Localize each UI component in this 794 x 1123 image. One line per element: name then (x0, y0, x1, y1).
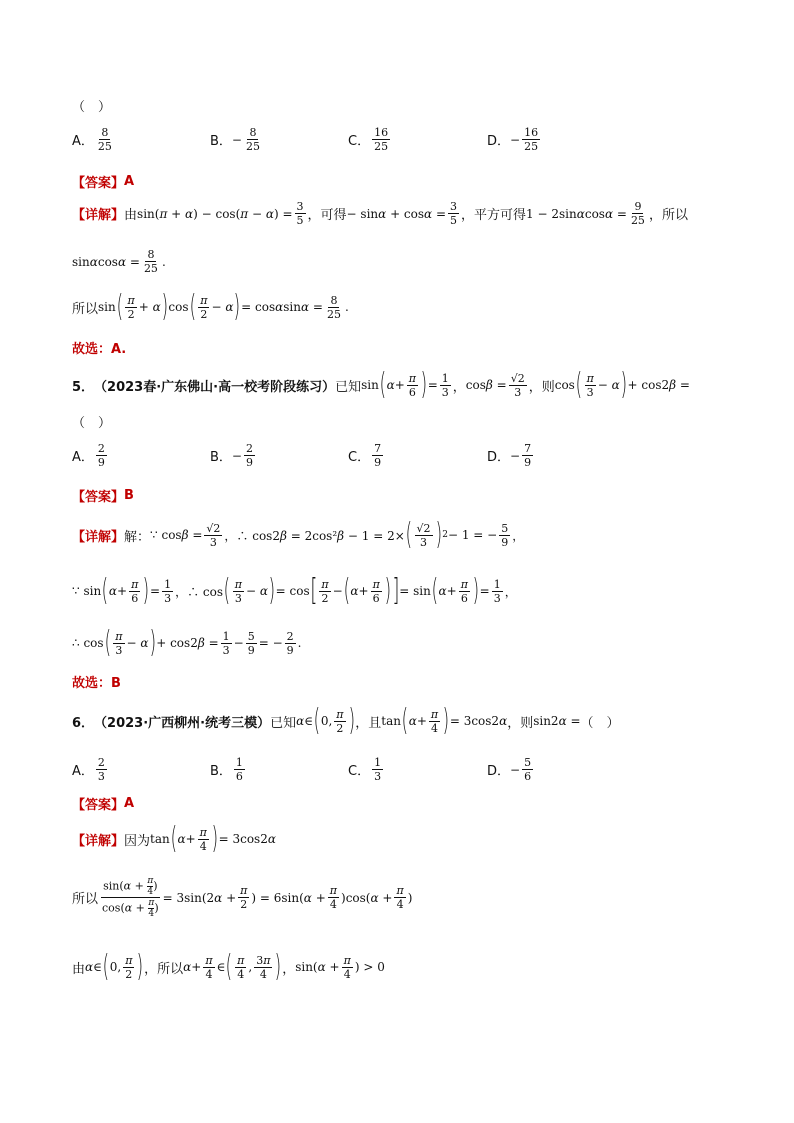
option-label: D． (487, 134, 511, 149)
q6-detail-line-3: 由 α ∈ ( 0, π 2 ) ，所以 α + $\frac{\pi}{4}$ ∈ ( π 4 , 3π 4 ) ， sin(α + $\frac{\pi}{4}$ ) > 0 (72, 949, 385, 984)
option-label: C． (348, 134, 371, 149)
answer-tag: 【答案】 (72, 490, 125, 505)
fraction: $\frac{\pi}{6}$ (131, 577, 139, 605)
detail-tag: 【详解】 (72, 833, 125, 849)
q4-option-b (210, 126, 264, 153)
q5-option-a (72, 442, 109, 469)
numerator: 1 (374, 756, 382, 769)
numerator: 1 (235, 756, 243, 769)
option-label: B． (210, 450, 232, 465)
q5-option-b (210, 442, 257, 469)
fraction (96, 442, 107, 469)
denominator: 25 (245, 140, 260, 153)
stem-text: ，则 (507, 715, 534, 731)
fraction: $\frac{\pi}{4}$ (199, 825, 207, 853)
question-source: （2023春·广东佛山·高一校考阶段练习） (94, 379, 336, 395)
numerator: 2 (97, 442, 105, 455)
q4-option-c (348, 126, 392, 153)
math-expr: sin(π + α) − cos(π − α) = (137, 206, 293, 221)
stem-text: ，且 (355, 715, 382, 731)
fraction (234, 756, 245, 783)
fraction: $\frac{8}{25}$ (143, 248, 158, 275)
fraction: 3π 4 (256, 953, 271, 981)
answer-tag: 【答案】 (72, 798, 125, 813)
q5-answer (72, 486, 134, 505)
q6-option-a (72, 756, 109, 783)
fraction: $\frac{9}{25}$ (630, 200, 645, 227)
fraction: $\frac{\pi}{4}$ (343, 953, 351, 981)
q4-detail-line-3: 所以 sin ( π 2 + α ) cos ( π 2 − α ) = cosαsinα = $\frac{8}{25}$ . (72, 289, 349, 324)
numerator: 7 (524, 442, 532, 455)
option-label: A． (72, 764, 94, 779)
q4-option-a (72, 126, 116, 153)
sign: − (231, 132, 242, 147)
detail-text: ，平方可得 (461, 208, 527, 223)
numerator: 5 (524, 756, 532, 769)
q4-detail-line-1 (72, 200, 688, 227)
q6-option-c (348, 756, 385, 783)
numerator: 8 (101, 126, 109, 139)
numerator: 16 (374, 126, 389, 139)
question-source: （2023·广西柳州·统考三模） (94, 715, 271, 731)
q4-option-d (487, 126, 542, 153)
fraction (372, 126, 390, 153)
detail-text: ，所以 (648, 208, 688, 223)
fraction: $\frac{\pi}{4}$ (430, 707, 439, 735)
q5-conclusion (72, 672, 121, 691)
denominator: 25 (374, 140, 389, 153)
fraction: $\frac{\pi}{4}$ (205, 953, 213, 981)
fraction: $\frac{\pi}{4}$ (396, 884, 404, 911)
denominator: 6 (235, 770, 243, 783)
fraction: $\frac{√2}{3}$ (206, 521, 221, 549)
denominator: 9 (245, 456, 253, 469)
fraction: π 2 (336, 707, 344, 735)
option-label: A． (72, 134, 94, 149)
detail-tag: 【详解】 (72, 208, 125, 223)
detail-text: 所以 (72, 892, 99, 907)
sign: − (510, 132, 521, 147)
fraction: $\frac{3}{5}$ (296, 200, 304, 227)
sign: − (231, 448, 242, 463)
fraction: $\frac{1}{3}$ (164, 577, 172, 605)
option-label: C． (348, 764, 371, 779)
math-expr: sinαcosα = (72, 254, 140, 269)
denominator: 9 (524, 456, 532, 469)
answer-tag: 【答案】 (72, 176, 125, 191)
stem-text: 已知 (270, 715, 297, 731)
question-number: 5． (72, 379, 95, 395)
denominator: 6 (524, 770, 532, 783)
q4-answer (72, 172, 134, 191)
q6-answer (72, 794, 134, 813)
fraction: $\frac{\pi}{6}$ (372, 577, 380, 605)
numerator: 8 (249, 126, 257, 139)
fraction: $\frac{\pi}{2}$ (240, 884, 248, 911)
q4-paren (72, 96, 111, 115)
fraction: $\frac{\pi}{6}$ (460, 577, 468, 605)
detail-text: ， (282, 961, 296, 977)
detail-text: 所以 (72, 301, 99, 317)
conclusion-text: 故选：B (72, 676, 121, 691)
fraction: $\frac{\pi}{6}$ (408, 371, 416, 399)
fraction: $\frac{1}{3}$ (441, 371, 449, 399)
option-label: D． (487, 764, 511, 779)
q6-detail-line-1: 【详解】 因为 tan ( α + $\frac{\pi}{4}$ ) = 3cos2α (72, 821, 276, 856)
denominator: 9 (374, 456, 382, 469)
paren-text: （ ） (72, 100, 112, 115)
numerator: 2 (97, 756, 105, 769)
q5-option-c (348, 442, 385, 469)
fraction: $\frac{3}{5}$ (450, 200, 458, 227)
fraction (522, 756, 533, 783)
fraction: π 3 (115, 629, 123, 657)
fraction: $\frac{\pi}{4}$ (329, 884, 338, 911)
fraction: π 3 (586, 371, 594, 399)
detail-tag: 【详解】 (72, 529, 125, 545)
fraction: $\frac{5}{9}$ (247, 629, 255, 657)
q5-detail-line-3: ∴ cos ( π 3 − α ) + cos2β = $\frac{1}{3}$ − $\frac{5}{9}$ = − $\frac{2}{9}$ . (72, 625, 302, 660)
answer-value: B (124, 488, 134, 503)
option-label: C． (348, 450, 371, 465)
fraction: √2 3 (416, 521, 431, 549)
fraction (522, 126, 540, 153)
q5-paren (72, 412, 111, 431)
detail-text: 由 (124, 208, 138, 223)
denominator: 25 (524, 140, 539, 153)
denominator: 3 (374, 770, 382, 783)
fraction: $\frac{1}{3}$ (493, 577, 501, 605)
denominator: 3 (97, 770, 105, 783)
fraction: π 2 (200, 293, 208, 321)
option-label: B． (210, 134, 232, 149)
detail-text: ，所以 (144, 961, 184, 977)
fraction: π 2 (321, 577, 329, 605)
option-label: A． (72, 450, 94, 465)
question-number: 6． (72, 715, 95, 731)
conclusion-text: 故选：A. (72, 342, 127, 357)
q6-option-b (210, 756, 247, 783)
q5-detail-line-1: 【详解】 解： ∵ cosβ = $\frac{√2}{3}$ ，∴ cos2β = 2cos²β − 1 = 2× ( √2 3 ) 2 − 1 = − $\frac{5}{9}$ ， (72, 517, 525, 552)
q6-detail-line-2: 所以 sin(α + $\frac{\pi}{4}$ ) cos(α + $\frac{\pi}{4}$ ) = 3sin(2α + $\frac{\pi}{2}$ ) = 6sin(α + $\frac{\pi}{4}$ )cos(α + $\frac{\pi}{4}$ ) (72, 876, 413, 919)
math-expr: − sinα + cosα = (346, 206, 447, 221)
answer-value: A (124, 174, 135, 189)
stem-text: 已知 (335, 379, 362, 395)
q5-detail-line-2: ∵ sin ( α + $\frac{\pi}{6}$ ) = $\frac{1}{3}$ ，∴ cos ( π 3 − α ) = cos [ π 2 − ( α + $\frac{\pi}{6}$ ) ] = sin ( α + $\frac{\pi}{6}$ ) = $\frac{1}{3}$ ， (72, 573, 517, 608)
fraction (372, 442, 383, 469)
fraction (244, 126, 262, 153)
sign: − (510, 762, 521, 777)
denominator: 9 (97, 456, 105, 469)
fraction: $\frac{8}{25}$ (326, 293, 341, 321)
q6-option-d (487, 756, 535, 783)
fraction: π 3 (234, 577, 242, 605)
stem-text: （ ） (580, 715, 620, 731)
stem-text: ，则 (528, 379, 555, 395)
fraction (96, 126, 114, 153)
detail-text: 由 (72, 961, 86, 977)
numerator: 16 (524, 126, 539, 139)
fraction: π 4 (237, 953, 245, 981)
fraction: $\frac{2}{9}$ (286, 629, 294, 657)
sign: − (510, 448, 521, 463)
option-label: B． (210, 764, 232, 779)
option-label: D． (487, 450, 511, 465)
math-expr: 1 − 2sinαcosα = (526, 206, 627, 221)
q6-stem: 6． （2023·广西柳州·统考三模） 已知 α ∈ ( 0, π 2 ) ，且 tan ( α + $\frac{\pi}{4}$ ) = 3cos2α ，则 sin2α = （ ） (72, 703, 620, 738)
numerator: 7 (374, 442, 382, 455)
answer-value: A (124, 796, 135, 811)
numerator: 2 (245, 442, 253, 455)
fraction: π 2 (125, 953, 133, 981)
detail-text: 因为 (124, 833, 151, 849)
q5-stem: 5． （2023春·广东佛山·高一校考阶段练习） 已知 sin ( α + $\frac{\pi}{6}$ ) = $\frac{1}{3}$ ， cosβ = $\frac{√2}{3}$ ，则 cos ( π 3 − α ) + cos2β = (72, 367, 690, 402)
fraction: sin(α + $\frac{\pi}{4}$ ) cos(α + $\frac{\pi}{4}$ ) (102, 876, 159, 919)
q4-detail-line-2: sinαcosα = $\frac{8}{25}$ . (72, 248, 166, 275)
stem-text: ， (452, 379, 466, 395)
fraction (372, 756, 383, 783)
denominator: 25 (97, 140, 112, 153)
fraction: $\frac{5}{9}$ (501, 521, 509, 549)
detail-text: 解： (124, 529, 151, 545)
paren-text: （ ） (72, 416, 112, 431)
fraction: π 2 (127, 293, 135, 321)
fraction (522, 442, 533, 469)
fraction (96, 756, 107, 783)
fraction (244, 442, 255, 469)
fraction: $\frac{√2}{3}$ (510, 371, 525, 399)
q5-option-d (487, 442, 535, 469)
detail-text: ，可得 (307, 208, 347, 223)
q4-conclusion (72, 338, 126, 357)
fraction: $\frac{1}{3}$ (222, 629, 230, 657)
